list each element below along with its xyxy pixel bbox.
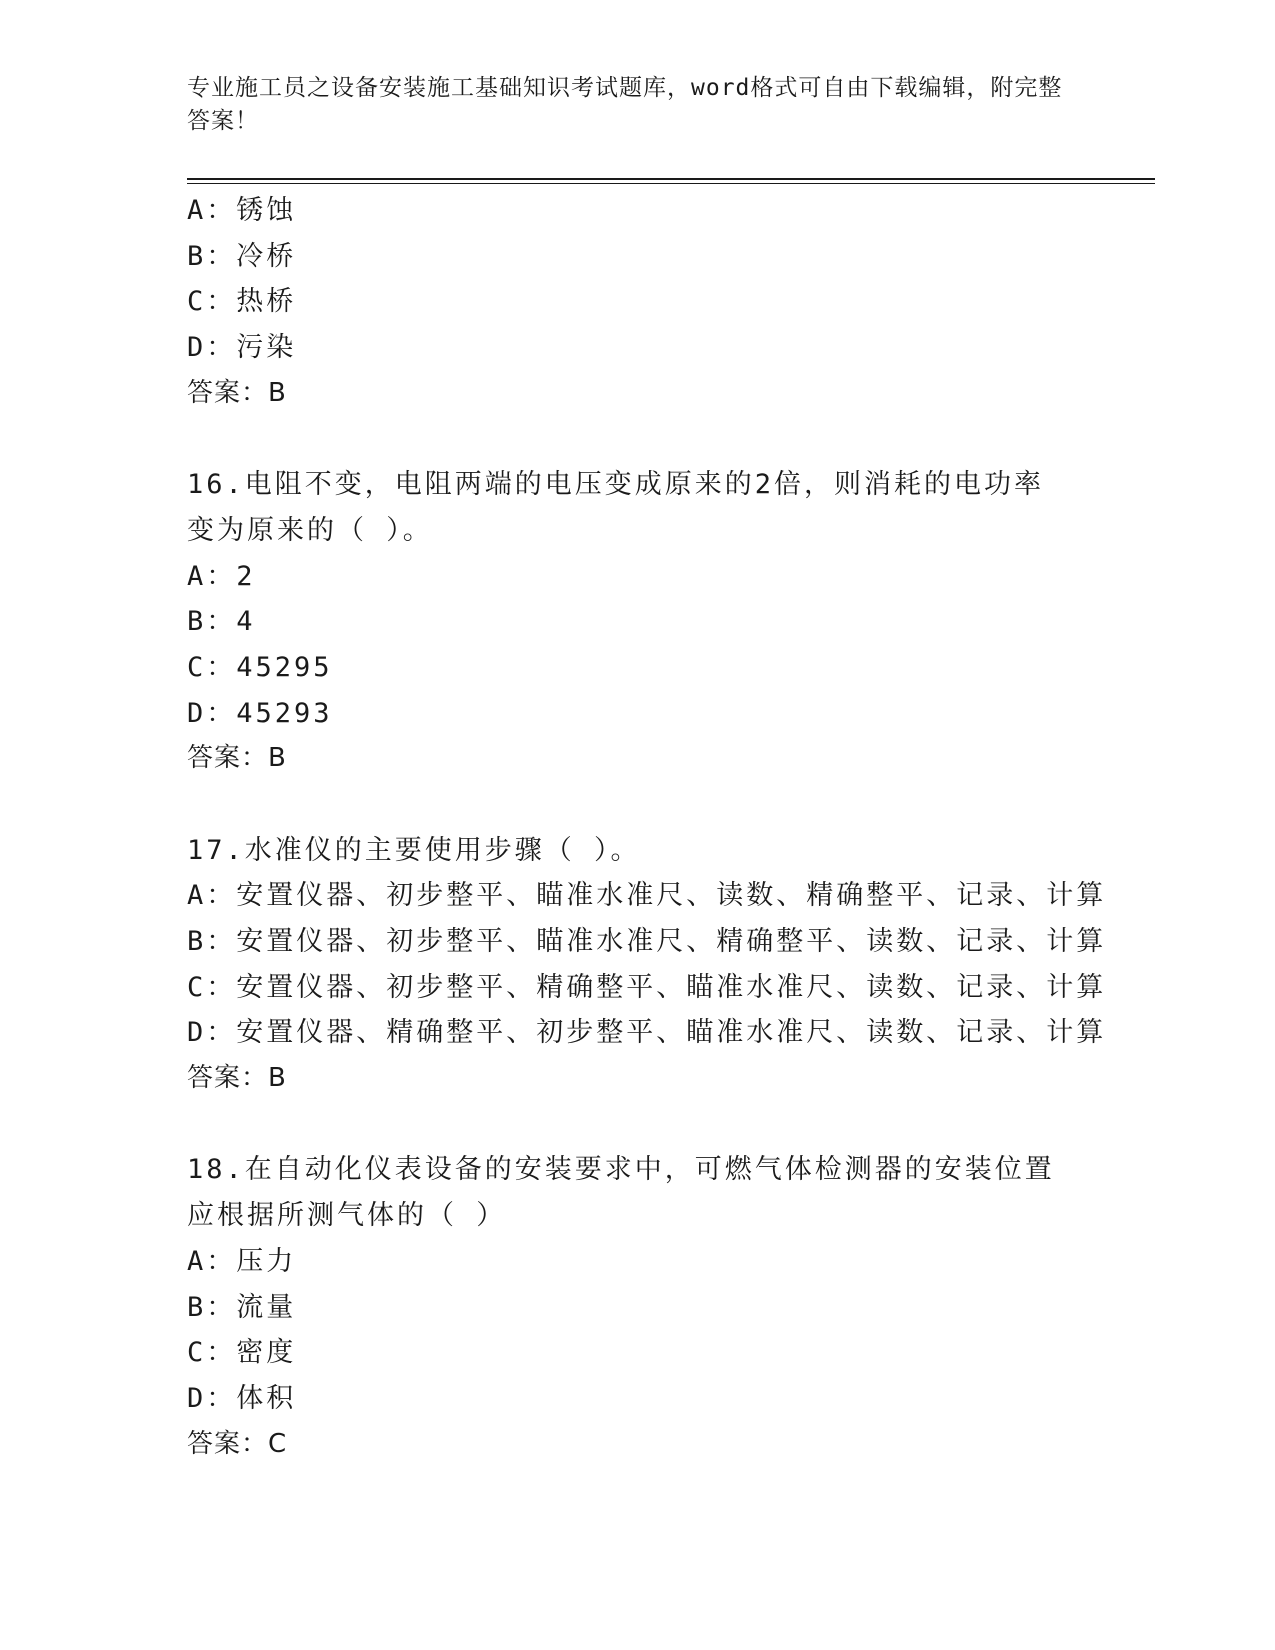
spacer bbox=[187, 416, 1087, 462]
question-15-tail bbox=[187, 188, 1087, 416]
option-d: D：安置仪器、精确整平、初步整平、瞄准水准尺、读数、记录、计算 bbox=[187, 1017, 1107, 1049]
spacer bbox=[187, 782, 1087, 828]
option-b: B：4 bbox=[187, 606, 256, 638]
option-a: A：2 bbox=[187, 560, 256, 592]
answer-line: 答案：B bbox=[187, 743, 287, 774]
answer-line: 答案：C bbox=[187, 1428, 288, 1459]
option-d: D：体积 bbox=[187, 1382, 297, 1414]
question-list bbox=[187, 188, 1107, 1467]
option-d: D：污染 bbox=[187, 332, 297, 364]
question-text: 17.水准仪的主要使用步骤（ ）。 bbox=[187, 834, 641, 866]
option-b: B：流量 bbox=[187, 1291, 297, 1323]
document-header: 专业施工员之设备安装施工基础知识考试题库，word格式可自由下载编辑，附完整答案！ bbox=[187, 75, 1063, 134]
option-a: A：压力 bbox=[187, 1245, 297, 1277]
option-d: D：45293 bbox=[187, 697, 333, 729]
answer-line: 答案：B bbox=[187, 1063, 287, 1094]
answer-line: 答案：B bbox=[187, 377, 287, 408]
option-b: B：冷桥 bbox=[187, 240, 297, 272]
question-17 bbox=[187, 828, 1107, 1102]
option-c: C：密度 bbox=[187, 1337, 297, 1369]
option-c: C：热桥 bbox=[187, 286, 297, 318]
option-a: A：安置仪器、初步整平、瞄准水准尺、读数、精确整平、记录、计算 bbox=[187, 880, 1107, 912]
question-text: 18.在自动化仪表设备的安装要求中，可燃气体检测器的安装位置应根据所测气体的（ ） bbox=[187, 1154, 1055, 1232]
question-18 bbox=[187, 1147, 1087, 1467]
option-c: C：45295 bbox=[187, 651, 333, 683]
option-b: B：安置仪器、初步整平、瞄准水准尺、精确整平、读数、记录、计算 bbox=[187, 926, 1107, 958]
question-16 bbox=[187, 462, 1087, 782]
header-divider-thin bbox=[187, 183, 1155, 184]
header-divider-thick bbox=[187, 178, 1155, 180]
option-c: C：安置仪器、初步整平、精确整平、瞄准水准尺、读数、记录、计算 bbox=[187, 971, 1107, 1003]
option-a: A：锈蚀 bbox=[187, 195, 297, 226]
question-text: 16.电阻不变，电阻两端的电压变成原来的2倍，则消耗的电功率变为原来的（ ）。 bbox=[187, 469, 1045, 546]
spacer bbox=[187, 1102, 1087, 1148]
